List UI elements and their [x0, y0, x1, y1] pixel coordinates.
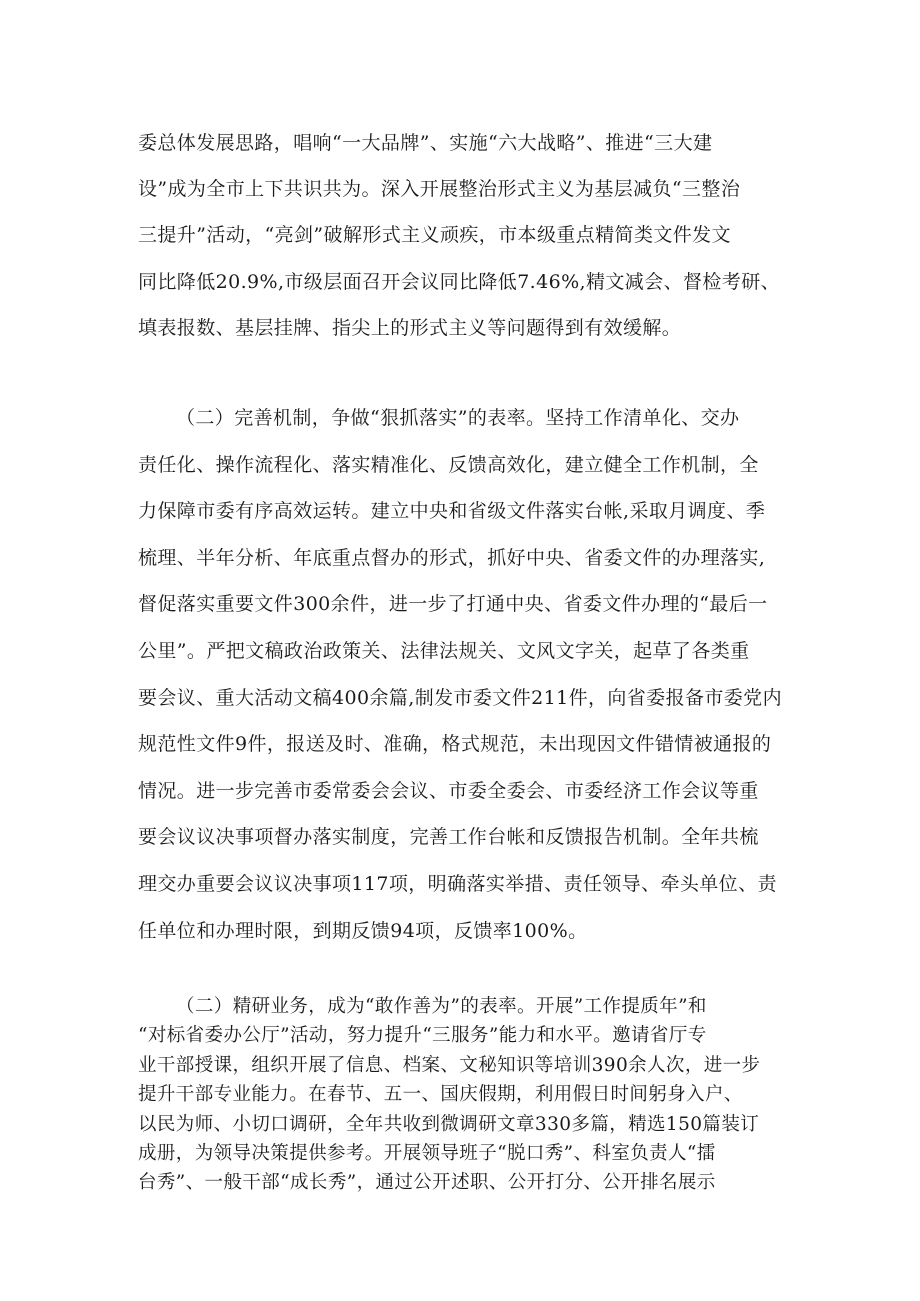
text-line: 业干部授课，组织开展了信息、档案、文秘知识等培训390余人次，进一步 [138, 1054, 761, 1076]
text-line: 力保障市委有序高效运转。建立中央和省级文件落实台帐,采取月调度、季 [138, 500, 766, 523]
text-line: 责任化、操作流程化、落实精准化、反馈高效化，建立健全工作机制，全 [138, 453, 759, 476]
text-line: 规范性文件9件，报送及时、准确，格式规范，未出现因文件错情被通报的 [138, 733, 772, 756]
text-line: 梳理、半年分析、年底重点督办的形式，抓好中央、省委文件的办理落实, [138, 546, 766, 569]
text-line: 公里”。严把文稿政治政策关、法律法规关、文风文字关，起草了各类重 [138, 639, 750, 662]
text-line: 要会议议决事项督办落实制度，完善工作台帐和反馈报告机制。全年共梳 [138, 826, 759, 849]
text-line: 填表报数、基层挂牌、指尖上的形式主义等问题得到有效缓解。 [138, 316, 682, 339]
text-line: 同比降低20.9%,市级层面召开会议同比降低7.46%,精文减会、督检考研、 [138, 270, 780, 293]
text-line: 以民为师、小切口调研，全年共收到微调研文章330多篇，精选150篇装订 [138, 1113, 760, 1135]
text-line: （二）精研业务，成为“敢作善为”的表率。开展”工作提质年”和 [176, 996, 707, 1017]
text-line: 要会议、重大活动文稿400余篇,制发市委文件211件，向省委报备市委党内 [138, 686, 782, 709]
text-line: 提升干部专业能力。在春节、五一、国庆假期，利用假日时间躬身入户、 [138, 1084, 743, 1106]
text-line: 理交办重要会议议决事项117项，明确落实举措、责任领导、牵头单位、责 [138, 872, 777, 895]
text-line: “对标省委办公厅”活动，努力提升“三服务”能力和水平。邀请省厅专 [138, 1025, 707, 1047]
text-line: 成册，为领导决策提供参考。开展领导班子“脱口秀”、科室负责人“擂 [138, 1143, 716, 1165]
paragraph-3 [138, 992, 786, 1198]
paragraph-1 [138, 120, 786, 351]
text-line: 三提升”活动，“亮剑”破解形式主义顽疾，市本级重点精简类文件发文 [138, 224, 731, 247]
paragraph-2 [138, 395, 786, 954]
text-line: 任单位和办理时限，到期反馈94项，反馈率100%。 [138, 919, 588, 942]
text-line: 督促落实重要文件300余件，进一步了打通中央、省委文件办理的“最后一 [138, 593, 768, 616]
text-line: 台秀”、一般干部“成长秀”，通过公开述职、公开打分、公开排名展示 [138, 1172, 716, 1194]
text-line: 情况。进一步完善市委常委会会议、市委全委会、市委经济工作会议等重 [138, 779, 759, 802]
text-line: （二）完善机制，争做“狠抓落实”的表率。坚持工作清单化、交办 [176, 407, 740, 429]
text-line: 委总体发展思路，唱响“一大品牌”、实施“六大战略”、推进“三大建 [138, 132, 713, 154]
text-line: 设”成为全市上下共识共为。深入开展整治形式主义为基层减负“三整治 [138, 178, 741, 201]
